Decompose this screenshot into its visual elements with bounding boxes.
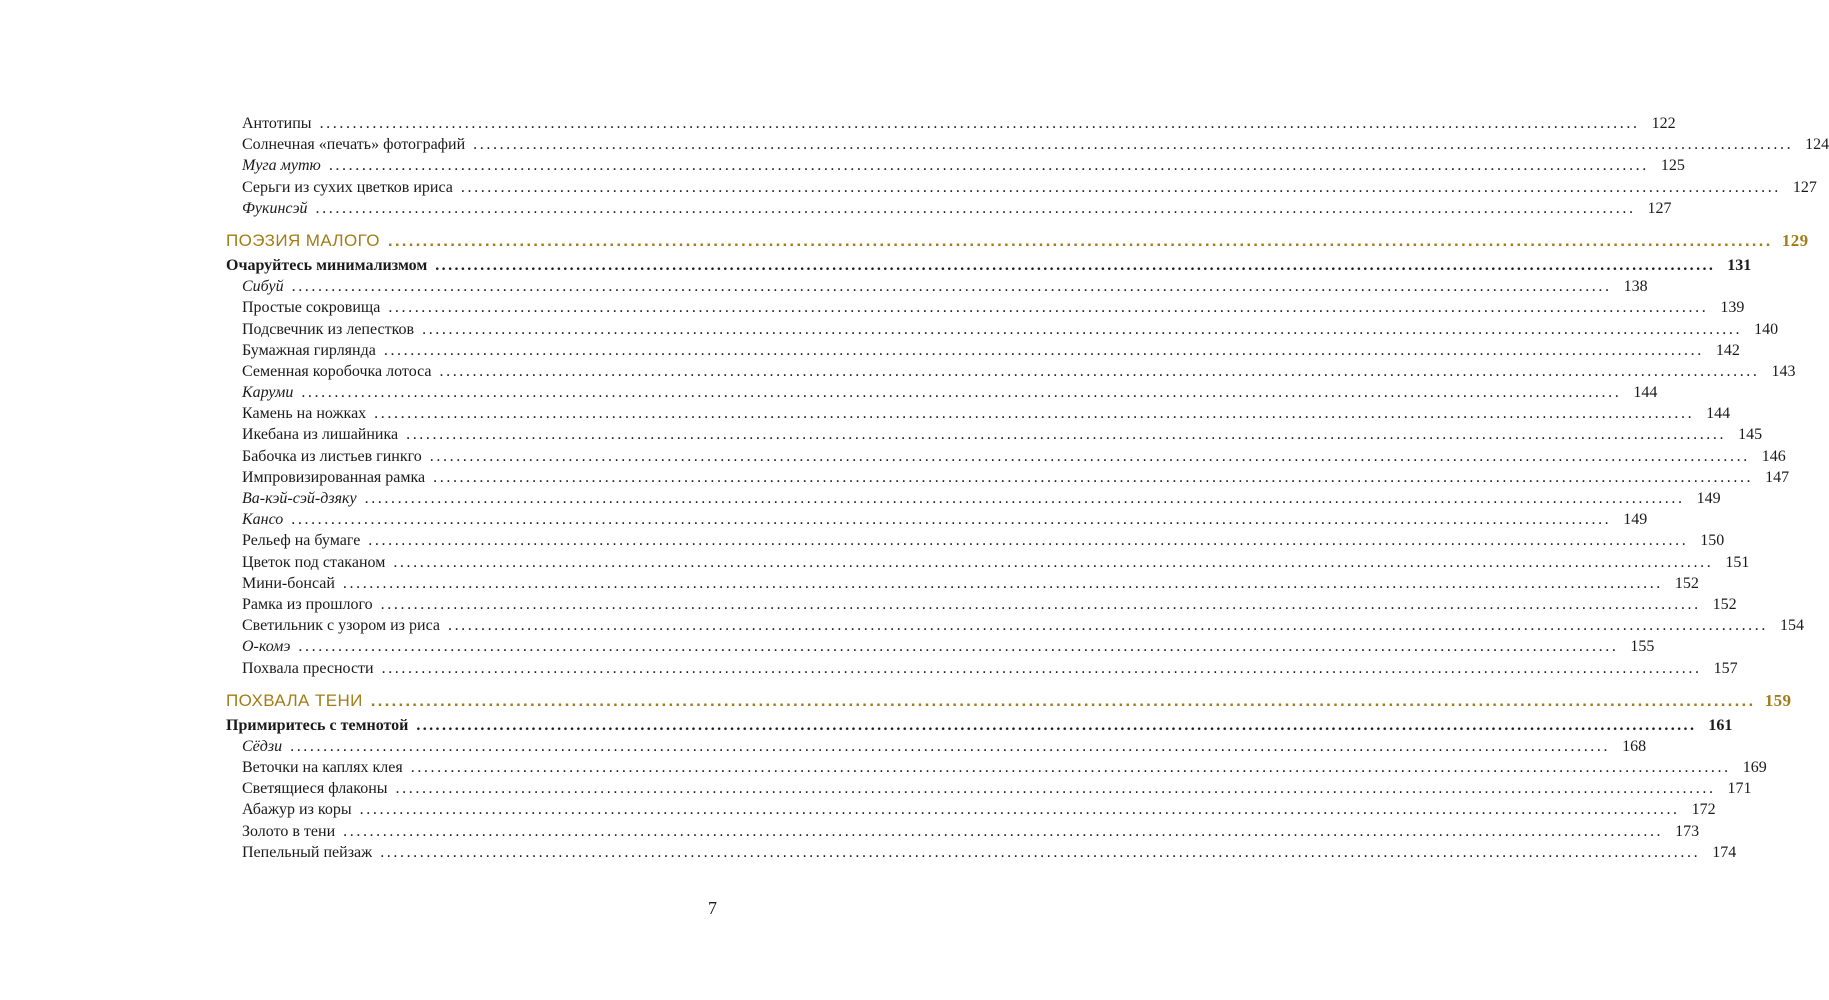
toc-entry	[226, 115, 1676, 136]
toc-entry	[226, 157, 1685, 178]
dot-leader: ........................................................................................................................................................................................................	[291, 278, 1612, 296]
toc-entry	[226, 617, 1804, 638]
dot-leader: ........................................................................................................................................................................................................	[383, 341, 1704, 359]
toc-entry	[226, 780, 1752, 801]
dot-leader: ........................................................................................................................................................................................................	[387, 230, 1773, 250]
toc-entry	[226, 178, 1817, 200]
toc-page-number: 125	[1660, 157, 1685, 175]
toc-page-number: 122	[1651, 115, 1676, 132]
dot-leader: ........................................................................................................................................................................................................	[388, 299, 1709, 317]
dot-leader: ........................................................................................................................................................................................................	[298, 638, 1619, 656]
toc-page-number: 147	[1765, 468, 1790, 486]
dot-leader: ........................................................................................................................................................................................................	[301, 384, 1622, 402]
dot-leader: ........................................................................................................................................................................................................	[381, 659, 1702, 677]
toc-title: Подсвечник из лепестков	[242, 320, 415, 338]
toc-page-number: 127	[1792, 178, 1817, 196]
toc-page-number: 171	[1727, 780, 1752, 798]
toc-page-number: 154	[1779, 617, 1804, 635]
dot-leader: ........................................................................................................................................................................................................	[368, 532, 1689, 550]
dot-leader: ........................................................................................................................................................................................................	[393, 553, 1714, 571]
toc-entry	[226, 278, 1648, 299]
toc-page-number: 168	[1622, 737, 1647, 755]
dot-leader: ........................................................................................................................................................................................................	[290, 737, 1611, 755]
table-of-contents	[226, 115, 1829, 865]
toc-page-number: 149	[1623, 511, 1648, 529]
toc-page-number: 174	[1712, 843, 1737, 861]
toc-title: Очаруйтесь минимализмом	[226, 256, 428, 274]
toc-page-number: 161	[1708, 716, 1733, 734]
toc-page-number: 139	[1720, 299, 1745, 317]
toc-title: Семенная коробочка лотоса	[242, 362, 432, 380]
toc-title: Икебана из лишайника	[242, 426, 399, 444]
toc-section-heading	[226, 690, 1792, 717]
toc-entry	[226, 320, 1779, 342]
dot-leader: ........................................................................................................................................................................................................	[447, 617, 1768, 635]
toc-title: Рельеф на бумаге	[242, 532, 361, 550]
toc-title: Импровизированная рамка	[242, 468, 426, 486]
toc-page-number: 129	[1781, 230, 1809, 250]
toc-title: Муга мутю	[242, 157, 321, 175]
page-number: 7	[708, 898, 717, 918]
toc-page-number: 152	[1674, 574, 1699, 592]
toc-page-number: 146	[1761, 447, 1786, 465]
toc-title: Антотипы	[242, 115, 312, 132]
toc-title: Камень на ножках	[242, 405, 367, 423]
toc-title: Серьги из сухих цветков ириса	[242, 178, 453, 196]
toc-page-number: 149	[1696, 490, 1721, 507]
toc-entry	[226, 638, 1655, 659]
toc-entry	[226, 468, 1790, 490]
toc-entry	[226, 511, 1648, 532]
toc-page-number: 159	[1764, 690, 1792, 710]
toc-entry	[226, 426, 1763, 447]
dot-leader: ........................................................................................................................................................................................................	[422, 320, 1743, 338]
dot-leader: ........................................................................................................................................................................................................	[328, 157, 1649, 175]
toc-entry	[226, 299, 1745, 320]
dot-leader: ........................................................................................................................................................................................................	[439, 362, 1760, 380]
toc-entry	[226, 199, 1672, 221]
toc-page-number: 173	[1675, 822, 1700, 840]
toc-title: Бабочка из листьев гинкго	[242, 447, 422, 465]
dot-leader: ........................................................................................................................................................................................................	[370, 690, 1756, 710]
dot-leader: ........................................................................................................................................................................................................	[406, 426, 1727, 444]
toc-page-number: 172	[1691, 801, 1716, 819]
toc-entry	[226, 384, 1658, 405]
toc-page-number: 151	[1725, 553, 1750, 571]
toc-title: ПОЭЗИЯ МАЛОГО	[226, 230, 380, 250]
toc-title: Сёдзи	[242, 737, 283, 755]
toc-entry	[226, 362, 1796, 384]
toc-title: Простые сокровища	[242, 299, 381, 317]
toc-entry	[226, 822, 1700, 844]
dot-leader: ........................................................................................................................................................................................................	[315, 199, 1636, 217]
toc-entry	[226, 759, 1767, 780]
toc-subheading	[226, 256, 1752, 278]
toc-title: Светильник с узором из риса	[242, 617, 440, 635]
dot-leader: ........................................................................................................................................................................................................	[380, 843, 1701, 861]
toc-entry	[226, 490, 1721, 511]
toc-title: Золото в тени	[242, 822, 336, 840]
toc-entry	[226, 595, 1737, 617]
toc-title: Кансо	[242, 511, 284, 529]
toc-page-number: 142	[1715, 341, 1740, 359]
toc-page-number: 131	[1727, 256, 1752, 274]
toc-title: Абажур из коры	[242, 801, 352, 819]
toc-entry	[226, 341, 1740, 363]
dot-leader: ........................................................................................................................................................................................................	[433, 468, 1754, 486]
toc-entry	[226, 447, 1786, 469]
toc-title: Пепельный пейзаж	[242, 843, 373, 861]
toc-page-number: 145	[1738, 426, 1763, 444]
toc-page-number: 155	[1630, 638, 1655, 656]
toc-title: Ва-кэй-сэй-дзяку	[242, 490, 357, 507]
toc-page-number: 140	[1754, 320, 1779, 338]
dot-leader: ........................................................................................................................................................................................................	[291, 511, 1612, 529]
toc-page-number: 124	[1805, 136, 1829, 154]
dot-leader: ........................................................................................................................................................................................................	[460, 178, 1781, 196]
toc-page-number: 150	[1700, 532, 1725, 550]
toc-title: Похвала пресности	[242, 659, 374, 677]
dot-leader: ........................................................................................................................................................................................................	[342, 574, 1663, 592]
toc-page-number: 152	[1712, 595, 1737, 613]
toc-title: Фукинсэй	[242, 199, 308, 217]
toc-entry	[226, 136, 1829, 157]
toc-page-number: 157	[1713, 659, 1738, 677]
toc-title: Каруми	[242, 384, 294, 402]
toc-entry	[226, 405, 1731, 426]
toc-title: Сибуй	[242, 278, 284, 296]
toc-entry	[226, 737, 1647, 759]
toc-title: Светящиеся флаконы	[242, 780, 388, 798]
toc-page-number: 144	[1706, 405, 1731, 423]
toc-page-number: 127	[1647, 199, 1672, 217]
toc-subheading	[226, 716, 1733, 738]
toc-title: Солнечная «печать» фотографий	[242, 136, 466, 154]
toc-page-number: 143	[1771, 362, 1796, 380]
dot-leader: ........................................................................................................................................................................................................	[380, 595, 1701, 613]
toc-title: О-комэ	[242, 638, 291, 656]
toc-page-number: 169	[1742, 759, 1767, 777]
dot-leader: ........................................................................................................................................................................................................	[374, 405, 1695, 423]
toc-title: Мини-бонсай	[242, 574, 335, 592]
dot-leader: ........................................................................................................................................................................................................	[359, 801, 1680, 819]
toc-title: Примиритесь с темнотой	[226, 716, 409, 734]
toc-entry	[226, 553, 1750, 575]
toc-page-number: 138	[1623, 278, 1648, 296]
toc-title: Цветок под стаканом	[242, 553, 386, 571]
dot-leader: ........................................................................................................................................................................................................	[395, 780, 1716, 798]
toc-title: Бумажная гирлянда	[242, 341, 376, 359]
dot-leader: ........................................................................................................................................................................................................	[319, 115, 1640, 132]
dot-leader: ........................................................................................................................................................................................................	[429, 447, 1750, 465]
dot-leader: ........................................................................................................................................................................................................	[343, 822, 1664, 840]
toc-title: Рамка из прошлого	[242, 595, 373, 613]
toc-title: ПОХВАЛА ТЕНИ	[226, 690, 363, 710]
dot-leader: ........................................................................................................................................................................................................	[416, 716, 1697, 734]
toc-section-heading	[226, 230, 1809, 257]
toc-page-number: 144	[1633, 384, 1658, 402]
toc-entry	[226, 659, 1738, 681]
dot-leader: ........................................................................................................................................................................................................	[473, 136, 1794, 154]
toc-entry	[226, 801, 1716, 822]
dot-leader: ........................................................................................................................................................................................................	[410, 759, 1731, 777]
toc-entry	[226, 843, 1737, 865]
toc-entry	[226, 532, 1725, 553]
toc-title: Веточки на каплях клея	[242, 759, 403, 777]
dot-leader: ........................................................................................................................................................................................................	[435, 256, 1716, 274]
dot-leader: ........................................................................................................................................................................................................	[364, 490, 1685, 507]
toc-entry	[226, 574, 1699, 596]
